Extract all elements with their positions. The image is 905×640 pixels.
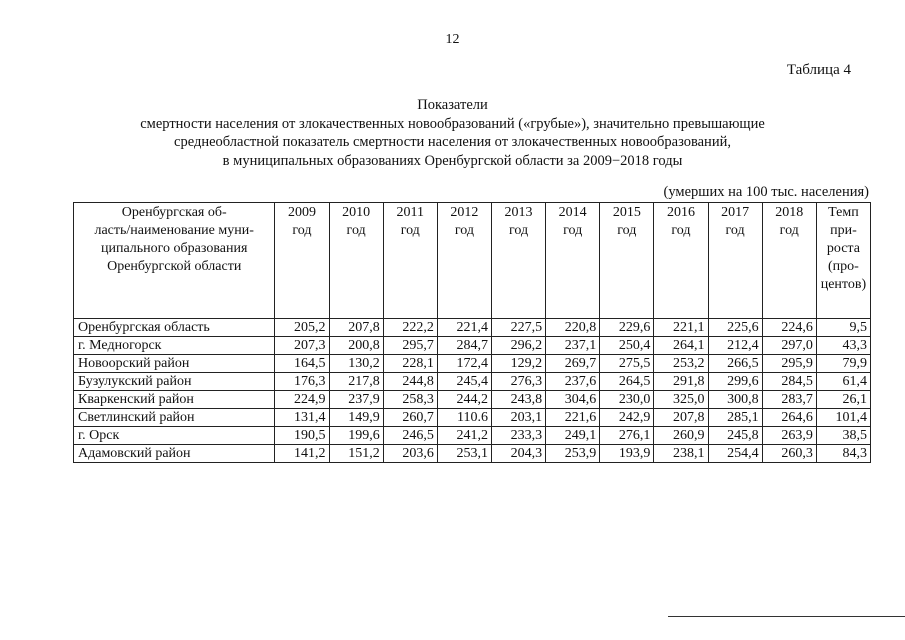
- year-value-cell: 304,6: [546, 391, 600, 409]
- year-value-cell: 245,8: [708, 427, 762, 445]
- header-region-line: ципального образования: [100, 241, 248, 256]
- growth-rate-cell: 101,4: [816, 409, 870, 427]
- header-year-2012: [437, 203, 491, 319]
- year-value-cell: 260,7: [383, 409, 437, 427]
- year-value-cell: 264,6: [762, 409, 816, 427]
- table-header-row: [74, 203, 871, 319]
- year-value-cell: 207,8: [329, 319, 383, 337]
- header-year-number: 2009: [287, 205, 316, 220]
- region-name-cell: Новоорский район: [74, 355, 275, 373]
- region-name-cell: Кваркенский район: [74, 391, 275, 409]
- year-value-cell: 203,6: [383, 445, 437, 463]
- header-year-number: 2011: [396, 205, 424, 220]
- year-value-cell: 149,9: [329, 409, 383, 427]
- year-value-cell: 296,2: [491, 337, 545, 355]
- region-name-cell: Светлинский район: [74, 409, 275, 427]
- year-value-cell: 233,3: [491, 427, 545, 445]
- year-value-cell: 130,2: [329, 355, 383, 373]
- year-value-cell: 230,0: [600, 391, 654, 409]
- year-value-cell: 207,8: [654, 409, 708, 427]
- table-row: [74, 355, 871, 373]
- year-value-cell: 284,7: [437, 337, 491, 355]
- header-year-2015: [600, 203, 654, 319]
- year-value-cell: 203,1: [491, 409, 545, 427]
- growth-rate-cell: 9,5: [816, 319, 870, 337]
- header-year-word: год: [671, 223, 691, 238]
- year-value-cell: 254,4: [708, 445, 762, 463]
- header-year-2016: [654, 203, 708, 319]
- header-year-2013: [491, 203, 545, 319]
- growth-rate-cell: 84,3: [816, 445, 870, 463]
- header-year-2009: [275, 203, 329, 319]
- header-year-2018: [762, 203, 816, 319]
- header-year-word: год: [292, 223, 312, 238]
- year-value-cell: 253,1: [437, 445, 491, 463]
- year-value-cell: 253,9: [546, 445, 600, 463]
- year-value-cell: 300,8: [708, 391, 762, 409]
- year-value-cell: 176,3: [275, 373, 329, 391]
- header-region: [74, 203, 275, 319]
- year-value-cell: 200,8: [329, 337, 383, 355]
- year-value-cell: 275,5: [600, 355, 654, 373]
- year-value-cell: 295,9: [762, 355, 816, 373]
- header-rate-line: центов): [820, 277, 867, 292]
- growth-rate-cell: 43,3: [816, 337, 870, 355]
- year-value-cell: 249,1: [546, 427, 600, 445]
- page-edge-line: [668, 616, 905, 617]
- year-value-cell: 224,6: [762, 319, 816, 337]
- year-value-cell: 229,6: [600, 319, 654, 337]
- year-value-cell: 266,5: [708, 355, 762, 373]
- header-year-2017: [708, 203, 762, 319]
- year-value-cell: 246,5: [383, 427, 437, 445]
- year-value-cell: 217,8: [329, 373, 383, 391]
- year-value-cell: 190,5: [275, 427, 329, 445]
- header-year-word: год: [779, 223, 799, 238]
- year-value-cell: 222,2: [383, 319, 437, 337]
- region-name-cell: Оренбургская область: [74, 319, 275, 337]
- header-year-number: 2010: [342, 205, 371, 220]
- header-rate-line: роста: [826, 241, 860, 256]
- header-year-word: год: [508, 223, 529, 238]
- year-value-cell: 245,4: [437, 373, 491, 391]
- growth-rate-cell: 61,4: [816, 373, 870, 391]
- table-body: [74, 319, 871, 463]
- table-heading: [0, 96, 905, 170]
- year-value-cell: 264,1: [654, 337, 708, 355]
- year-value-cell: 199,6: [329, 427, 383, 445]
- table-row: [74, 427, 871, 445]
- year-value-cell: 269,7: [546, 355, 600, 373]
- year-value-cell: 129,2: [491, 355, 545, 373]
- region-name-cell: Адамовский район: [74, 445, 275, 463]
- year-value-cell: 205,2: [275, 319, 329, 337]
- year-value-cell: 291,8: [654, 373, 708, 391]
- year-value-cell: 285,1: [708, 409, 762, 427]
- header-region-line: Оренбургская об-: [121, 205, 227, 220]
- header-year-number: 2018: [775, 205, 804, 220]
- header-year-word: год: [563, 223, 583, 238]
- year-value-cell: 207,3: [275, 337, 329, 355]
- year-value-cell: 212,4: [708, 337, 762, 355]
- year-value-cell: 263,9: [762, 427, 816, 445]
- header-year-number: 2016: [666, 205, 695, 220]
- year-value-cell: 193,9: [600, 445, 654, 463]
- year-value-cell: 220,8: [546, 319, 600, 337]
- year-value-cell: 237,6: [546, 373, 600, 391]
- year-value-cell: 284,5: [762, 373, 816, 391]
- units-note: (умерших на 100 тыс. населения): [663, 184, 869, 200]
- year-value-cell: 244,2: [437, 391, 491, 409]
- year-value-cell: 151,2: [329, 445, 383, 463]
- year-value-cell: 260,9: [654, 427, 708, 445]
- header-year-number: 2012: [450, 205, 479, 220]
- heading-line: Показатели: [417, 97, 488, 113]
- year-value-cell: 243,8: [491, 391, 545, 409]
- year-value-cell: 141,2: [275, 445, 329, 463]
- year-value-cell: 325,0: [654, 391, 708, 409]
- heading-line: среднеобластной показатель смертности населения от злокачественных новообразований,: [174, 134, 731, 150]
- year-value-cell: 237,1: [546, 337, 600, 355]
- year-value-cell: 258,3: [383, 391, 437, 409]
- year-value-cell: 242,9: [600, 409, 654, 427]
- table-row: [74, 373, 871, 391]
- table-row: [74, 319, 871, 337]
- growth-rate-cell: 79,9: [816, 355, 870, 373]
- header-year-number: 2014: [558, 205, 587, 220]
- region-name-cell: г. Медногорск: [74, 337, 275, 355]
- header-year-number: 2015: [612, 205, 641, 220]
- year-value-cell: 253,2: [654, 355, 708, 373]
- year-value-cell: 237,9: [329, 391, 383, 409]
- year-value-cell: 172,4: [437, 355, 491, 373]
- year-value-cell: 297,0: [762, 337, 816, 355]
- page-number: 12: [445, 32, 460, 47]
- header-year-word: год: [346, 223, 366, 238]
- header-year-word: год: [400, 223, 420, 238]
- year-value-cell: 276,3: [491, 373, 545, 391]
- year-value-cell: 241,2: [437, 427, 491, 445]
- year-value-cell: 110.6: [437, 409, 491, 427]
- table-row: [74, 445, 871, 463]
- year-value-cell: 295,7: [383, 337, 437, 355]
- year-value-cell: 276,1: [600, 427, 654, 445]
- header-region-line: Оренбургской области: [107, 259, 242, 274]
- year-value-cell: 221,1: [654, 319, 708, 337]
- year-value-cell: 238,1: [654, 445, 708, 463]
- year-value-cell: 250,4: [600, 337, 654, 355]
- table-row: [74, 409, 871, 427]
- header-year-word: год: [454, 223, 474, 238]
- header-year-number: 2017: [721, 205, 750, 220]
- year-value-cell: 299,6: [708, 373, 762, 391]
- region-name-cell: Бузулукский район: [74, 373, 275, 391]
- header-rate-line: при-: [830, 223, 857, 238]
- region-name-cell: г. Орск: [74, 427, 275, 445]
- header-year-2010: [329, 203, 383, 319]
- year-value-cell: 131,4: [275, 409, 329, 427]
- header-year-2011: [383, 203, 437, 319]
- year-value-cell: 228,1: [383, 355, 437, 373]
- mortality-table: [73, 202, 871, 463]
- table-row: [74, 337, 871, 355]
- year-value-cell: 204,3: [491, 445, 545, 463]
- heading-line: в муниципальных образованиях Оренбургской области за 2009−2018 годы: [222, 152, 683, 169]
- year-value-cell: 164,5: [275, 355, 329, 373]
- header-year-word: год: [725, 223, 745, 238]
- growth-rate-cell: 38,5: [816, 427, 870, 445]
- header-year-word: год: [617, 223, 637, 238]
- header-rate-line: (про-: [827, 259, 859, 274]
- year-value-cell: 224,9: [275, 391, 329, 409]
- header-year-number: 2013: [504, 205, 533, 220]
- table-label: Таблица 4: [786, 62, 851, 78]
- year-value-cell: 260,3: [762, 445, 816, 463]
- header-year-2014: [546, 203, 600, 319]
- year-value-cell: 225,6: [708, 319, 762, 337]
- heading-line: смертности населения от злокачественных новообразований («грубые»), значительно превышающие: [140, 115, 765, 132]
- year-value-cell: 244,8: [383, 373, 437, 391]
- year-value-cell: 264,5: [600, 373, 654, 391]
- year-value-cell: 283,7: [762, 391, 816, 409]
- header-region-line: ласть/наименование муни-: [94, 223, 254, 238]
- table-row: [74, 391, 871, 409]
- header-growth-rate: [816, 203, 870, 319]
- header-rate-line: Темп: [828, 205, 859, 220]
- year-value-cell: 227,5: [491, 319, 545, 337]
- year-value-cell: 221,4: [437, 319, 491, 337]
- growth-rate-cell: 26,1: [816, 391, 870, 409]
- year-value-cell: 221,6: [546, 409, 600, 427]
